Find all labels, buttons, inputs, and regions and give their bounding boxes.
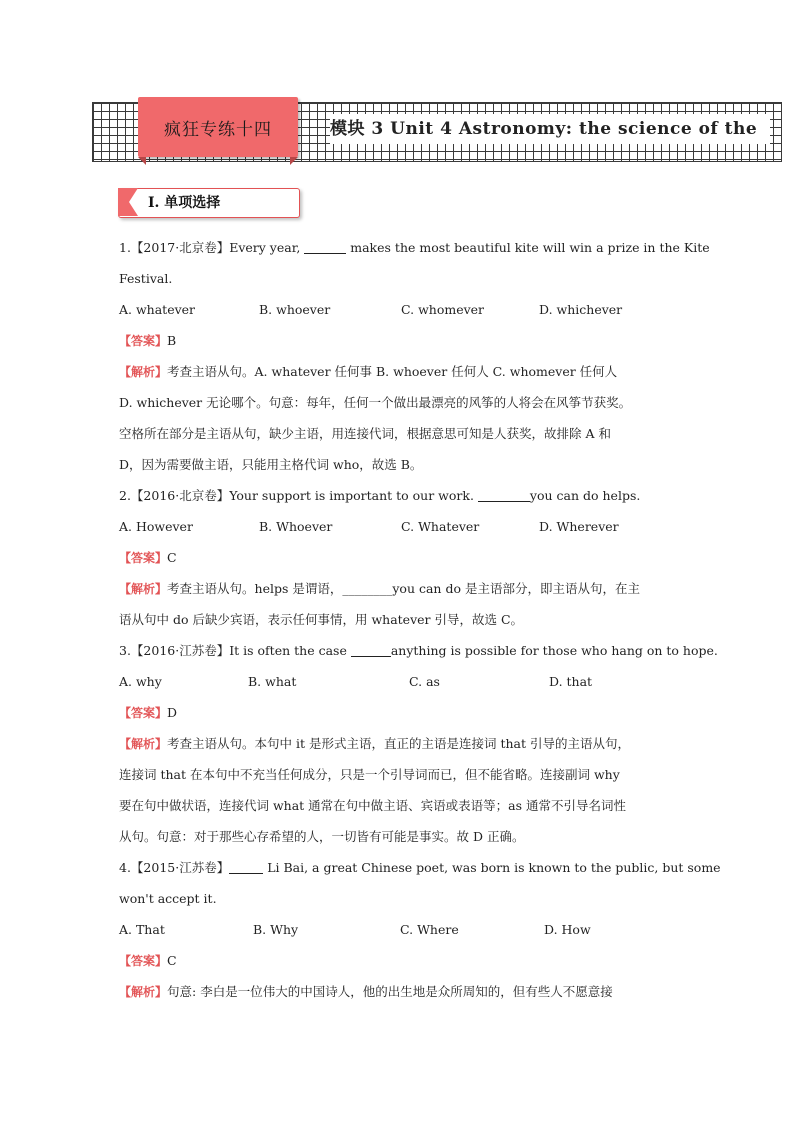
analysis-text: 考查主语从句。本句中 it 是形式主语，直正的主语是连接词 that 引导的主语从句， — [167, 736, 630, 751]
option-item: A. why — [119, 674, 162, 689]
analysis-line — [119, 387, 679, 418]
option-item: A. That — [119, 922, 165, 937]
answer-label: 【答案】 — [119, 954, 168, 968]
stem-text: 2.【2016·北京卷】Your support is important to our work. — [119, 488, 478, 503]
option-item: D. How — [544, 922, 591, 937]
analysis-text: D. whichever 无论哪个。句意：每年，任何一个做出最漂亮的风筝的人将会在风筝节获奖。 — [119, 395, 632, 410]
answer-line — [119, 945, 679, 976]
option-item: B. whoever — [259, 302, 331, 317]
stem-text: 1.【2017·北京卷】Every year, — [119, 240, 305, 255]
header-badge — [138, 97, 298, 157]
analysis-line — [119, 759, 679, 790]
analysis-line — [119, 418, 679, 449]
option-row — [119, 511, 679, 542]
header-title: 模块 3 Unit 4 Astronomy: the science of the — [330, 114, 770, 144]
analysis-label: 【解析】 — [119, 985, 168, 999]
stem-text: you can do helps. — [529, 488, 641, 503]
question-stem — [119, 263, 679, 294]
stem-text: Li Bai, a great Chinese poet, was born is known to the public, but some — [263, 860, 721, 875]
option-item: D. Wherever — [539, 519, 619, 534]
analysis-text: 考查主语从句。helps 是谓语，________you can do 是主语部分，即主语从句，在主 — [167, 581, 640, 596]
analysis-line — [119, 604, 679, 635]
answer-blank — [351, 642, 391, 657]
analysis-label: 【解析】 — [119, 365, 168, 379]
stem-text: anything is possible for those who hang on to hope. — [390, 643, 718, 658]
question-stem — [119, 852, 721, 883]
analysis-line — [119, 728, 679, 759]
option-item: B. what — [248, 674, 297, 689]
question-stem — [119, 480, 679, 511]
analysis-line — [119, 790, 679, 821]
answer-blank — [478, 487, 530, 502]
option-item: D. that — [549, 674, 593, 689]
option-row — [119, 914, 679, 945]
option-item: D. whichever — [539, 302, 623, 317]
stem-text: makes the most beautiful kite will win a prize in the Kite — [346, 240, 710, 255]
answer-line — [119, 325, 679, 356]
answer-blank — [304, 239, 346, 254]
answer-value: C — [167, 550, 177, 565]
analysis-text: 语从句中 do 后缺少宾语，表示任何事情，用 whatever 引导，故选 C。 — [119, 612, 524, 627]
analysis-text: D，因为需要做主语，只能用主格代词 who，故选 B。 — [119, 457, 423, 472]
answer-value: B — [167, 333, 177, 348]
option-row — [119, 294, 679, 325]
analysis-label: 【解析】 — [119, 737, 168, 751]
stem-text: 3.【2016·江苏卷】It is often the case — [119, 643, 351, 658]
question-stem — [119, 232, 710, 263]
stem-text: won't accept it. — [119, 891, 217, 906]
section-title: Ⅰ. 单项选择 — [148, 195, 221, 211]
stem-text: 4.【2015·江苏卷】 — [119, 860, 230, 875]
analysis-line — [119, 821, 679, 852]
analysis-label: 【解析】 — [119, 582, 168, 596]
analysis-line — [119, 573, 679, 604]
header-badge-label: 疯狂专练十四 — [164, 119, 272, 140]
analysis-text: 空格所在部分是主语从句，缺少主语，用连接代词，根据意思可知是人获奖，故排除 A 和 — [119, 426, 611, 441]
answer-line — [119, 542, 679, 573]
option-item: C. whomever — [401, 302, 485, 317]
answer-value: D — [167, 705, 178, 720]
question-stem — [119, 635, 718, 666]
analysis-text: 考查主语从句。A. whatever 任何事 B. whoever 任何人 C. whomever 任何人 — [167, 364, 618, 379]
answer-label: 【答案】 — [119, 334, 168, 348]
option-item: A. whatever — [119, 302, 196, 317]
answer-blank — [229, 859, 263, 874]
answer-label: 【答案】 — [119, 706, 168, 720]
option-item: A. However — [119, 519, 193, 534]
answer-line — [119, 697, 679, 728]
option-item: C. Where — [400, 922, 459, 937]
question-stem — [119, 883, 679, 914]
analysis-text: 从句。句意：对于那些心存希望的人，一切皆有可能是事实。故 D 正确。 — [119, 829, 525, 844]
analysis-text: 句意: 李白是一位伟大的中国诗人，他的出生地是众所周知的，但有些人不愿意接 — [167, 984, 613, 999]
analysis-line — [119, 449, 679, 480]
option-row — [119, 666, 679, 697]
question-list — [119, 232, 721, 1007]
analysis-line — [119, 976, 679, 1007]
option-item: B. Why — [253, 922, 299, 937]
answer-value: C — [167, 953, 177, 968]
option-item: C. as — [409, 674, 440, 689]
analysis-line — [119, 356, 679, 387]
option-item: C. Whatever — [401, 519, 480, 534]
analysis-text: 要在句中做状语，连接代词 what 通常在句中做主语、宾语或表语等；as 通常不引导名词性 — [119, 798, 627, 813]
option-item: B. Whoever — [259, 519, 333, 534]
analysis-text: 连接词 that 在本句中不充当任何成分，只是一个引导词而已，但不能省略。连接副词 why — [119, 767, 620, 782]
answer-label: 【答案】 — [119, 551, 168, 565]
stem-text: Festival. — [119, 271, 173, 286]
